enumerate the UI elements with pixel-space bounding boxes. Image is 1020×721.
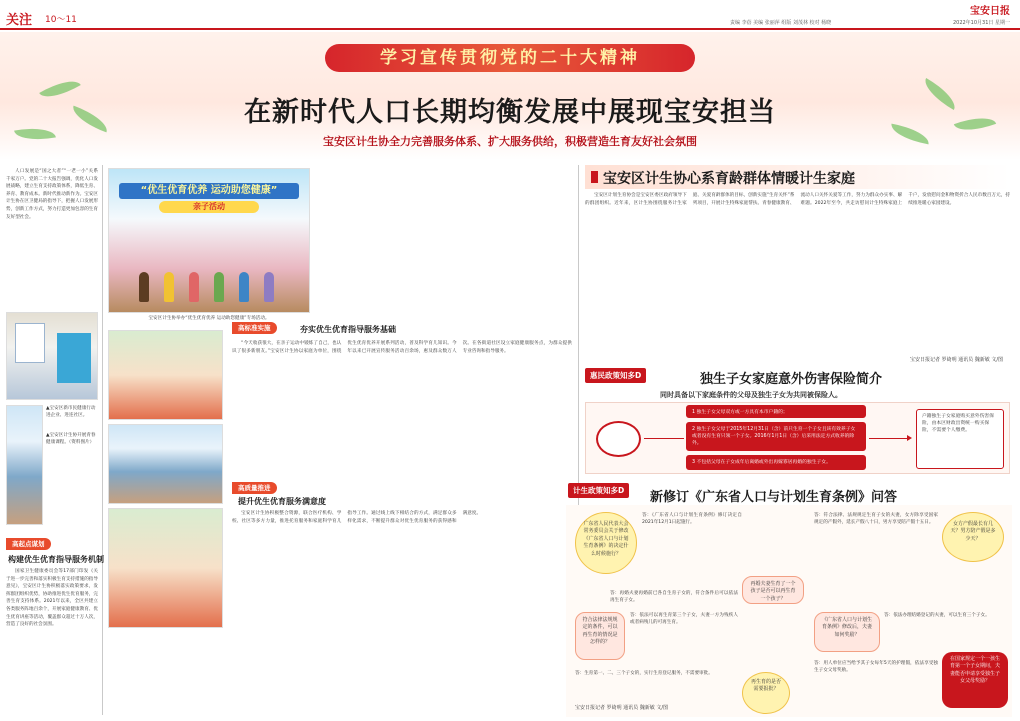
question-bubble: 女方产假最长有几天？男方陪产假是多少天？	[942, 512, 1004, 562]
performer-figure	[139, 272, 149, 302]
photo-parent-child-activity	[108, 168, 310, 313]
photo-family-activity	[108, 508, 223, 628]
photo-caption: ▲宝安区计生协开展青春健康课程。（资料图片）	[46, 433, 96, 445]
condition-box: 2 独生子女父母于2015年12月31日（含）前只生育一个子女且该有效养子女或者没有生育只领一个子女。2016年1月1日（含）后采用法定方式收养的除外。	[686, 422, 866, 451]
photo-health-check	[108, 424, 223, 504]
performer-figure	[264, 272, 274, 302]
photo-caption: ▲宝安区新市民健康行动进企业、进连社区。	[46, 406, 96, 418]
editor-credits: 责编 李蓓 美编 张丽萍 组版 刘茂林 校对 杨晓	[730, 20, 832, 26]
question-bubble: 广东省人民代表大会常务委员会关于修改《广东省人口与计划生育条例》的决定什么时候施行？	[575, 512, 637, 574]
article-body-text: 宝安区计划生育协会是宝安区委区政府领导下的群团组织。近年来，区计生协围绕服务计生家庭、关爱育龄群体的目标，创新实施“生育关怀”系列项目，开展计生特殊家庭帮扶、青春健康教育、流动人口关怀关爱等工作，努力为群众办实事、解难题。2022年至今，共走访慰问计生特殊家庭上千户，发放慰问金和物资折合人民币数百万元，持续推进暖心家园建设。	[585, 193, 1010, 206]
qa-title: 新修订《广东省人口与计划生育条例》问答	[650, 490, 898, 505]
connector-line	[869, 438, 909, 439]
policy-label: 惠民政策知多D	[585, 368, 646, 383]
photo-group-picture	[108, 330, 223, 420]
condition-box: 1 独生子女父母双方或一方具有本市户籍的；	[686, 405, 866, 418]
answer-text: 答：用人单位应当给予其子女每年5天的护理假，依法享受独生子女父母奖励。	[814, 661, 938, 674]
sub-headline: 宝安区计生协全力完善服务体系、扩大服务供给，积极营造生育友好社会氛围	[323, 135, 697, 148]
display-banner	[57, 333, 91, 383]
page-header	[0, 0, 1020, 30]
column-divider	[102, 165, 103, 715]
subhead-tag: 高质量推进	[232, 482, 277, 494]
insurance-diagram	[585, 402, 1010, 474]
question-bubble: 符合法律法规规定的条件，可以再生育的情况是怎样的？	[575, 612, 625, 660]
subhead-title: 构建优生优育指导服务机制	[8, 554, 104, 564]
lead-article-text: 人口发展是“国之大者”“一老一小”关系千家万户。党的二十大报告强调，优化人口发展战略，建立生育支持政策体系，降低生育、养育、教育成本。新时代推动新作为。宝安区计生协在区卫健局的指导下，把握人口发展形势，创新工作方式，努力打造更加包容的生育友好型社会。	[6, 169, 98, 220]
arrow-right-icon	[907, 435, 912, 441]
family-icon	[596, 421, 641, 457]
connector-line	[644, 438, 684, 439]
answer-text: 答：生育第一、二、三个子女的，实行生育登记服务，不需要审批。	[575, 671, 713, 676]
main-headline: 在新时代人口长期均衡发展中展现宝安担当	[244, 97, 776, 128]
section-tag: 关注	[6, 13, 33, 28]
insurance-note: 户籍独生子女家庭购买意外伤害保险，由本区财政出资统一购买保险，不需要个人缴费。	[916, 409, 1004, 469]
condition-box: 3 不包括父母在子女成年后离婚或外出再嫁寡居再婚的独生子女。	[686, 455, 866, 470]
policy-label: 计生政策知多D	[568, 483, 629, 498]
answer-text: 答：依法办理结婚登记的夫妻，可以生育三个子女。	[884, 613, 990, 618]
article-body-text: 宝安区计生协积极整合资源，联合医疗机构、学校、社区等多方力量，推进托育服务和家庭科学育儿指导工作。通过线上线下相结合的方式，满足群众多样化需求，不断提升群众对优生优育服务的获得感和满意度。	[232, 511, 482, 524]
article-body-text: 国家卫生健康委员会等17部门印发《关于进一步完善和落实积极生育支持措施的指导意见》，宝安区计生协积极落实政策要求，发挥群团组织优势，协助推进优生优育服务，完善生育支持体系。2021年以来，全区共建立各类服务阵地百余个，开展家庭健康教育、优生优育讲座等活动，覆盖群众超过十万人次，营造了良好的社会氛围。	[6, 569, 98, 628]
performer-figure	[239, 272, 249, 302]
section-heading: 宝安区计生协心系育龄群体情暖计生家庭	[585, 165, 1010, 189]
event-banner-sub: 亲子活动	[159, 201, 259, 213]
publication-date: 2022年10月31日 星期一	[952, 20, 1010, 26]
photo-community-event	[6, 405, 43, 525]
page-numbers: 10～11	[45, 15, 77, 25]
article-body-text: “今天收获很大，在亲子运动中锻炼了自己，也认识了很多新朋友。”宝安区计生协以家庭为单位，围绕优生优育优养开展系列活动，普及科学育儿知识。今年以来已开展宣传服务活动百余场，惠及群众数万人次。在各街道社区设立家庭健康服务点，为群众提供专业咨询和指导服务。	[232, 341, 572, 354]
subhead-tag: 高标准实施	[232, 322, 277, 334]
theme-ribbon: 学习宣传贯彻党的二十大精神	[325, 44, 695, 72]
hero-banner	[0, 32, 1020, 160]
answer-text: 答：依法可以再生育第三个子女，夫妻一方为残疾人或者病残儿的可再生育。	[630, 613, 738, 626]
article-byline: 宝安日报记者 罗绮明 通讯员 魏新敏 文/图	[910, 357, 1004, 363]
performer-figure	[189, 272, 199, 302]
answer-text: 答：再婚夫妻再婚前已各自生育子女的，符合条件后可以依法再生育子女。	[610, 591, 738, 604]
subhead-title: 提升优生优育服务满意度	[238, 496, 326, 506]
question-bubble: 再生育的是否需要报批？	[742, 672, 790, 714]
performer-figure	[214, 272, 224, 302]
event-banner: “优生优育优养 运动助您健康”	[119, 183, 299, 199]
insurance-intro: 同时具备以下家庭条件的父母及独生子女为共同被保险人。	[660, 391, 842, 399]
masthead-logo: 宝安日报	[970, 6, 1010, 17]
photo-health-campaign	[6, 312, 98, 400]
subhead-title: 夯实优生优育指导服务基础	[300, 324, 396, 334]
question-bubble: 在国家规定一个一孩生育第一个子女期间，夫妻能否申请享受独生子女父母奖励？	[942, 652, 1008, 708]
heading-marker-icon	[591, 171, 598, 183]
answer-text: 答：《广东省人口与计划生育条例》修订决定自2021年12月1日起施行。	[642, 513, 742, 526]
question-bubble: 《广东省人口与计划生育条例》修改后，夫妻如何奖励？	[814, 612, 880, 652]
insurance-title: 独生子女家庭意外伤害保险简介	[700, 372, 883, 387]
performer-figure	[164, 272, 174, 302]
subhead-tag: 高起点谋划	[6, 538, 51, 550]
answer-text: 答：符合法律、法规规定生育子女的夫妻，女方除享受国家规定的产假外，延长产假八十日，男方享受陪产假十五日。	[814, 513, 938, 526]
article-byline: 宝安日报记者 罗绮明 通讯员 魏新敏 文/图	[575, 705, 669, 711]
poster-board	[15, 323, 45, 363]
question-bubble: 再婚夫妻生育了一个孩子是否可以再生育一个孩子？	[742, 576, 804, 604]
photo-caption: 宝安区计生协举办“优生优育优养 运动助您健康”专场活动。	[148, 316, 270, 321]
